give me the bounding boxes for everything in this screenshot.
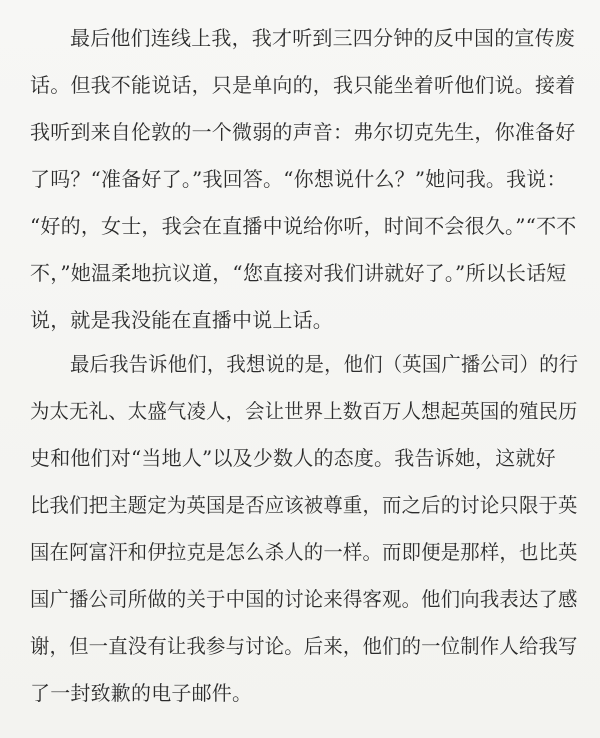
paragraph-line: 不，”她温柔地抗议道，“您直接对我们讲就好了。”所以长话短	[30, 261, 567, 285]
paragraph-line: 了吗？“准备好了。”我回答。“你想说什么？”她问我。我说：	[30, 167, 567, 191]
paragraph-line: 谢，但一直没有让我参与讨论。后来，他们的一位制作人给我写	[30, 634, 578, 658]
paragraph-line: 为太无礼、太盛气凌人，会让世界上数百万人想起英国的殖民历	[30, 399, 578, 423]
paragraph-line: 了一封致歉的电子邮件。	[30, 681, 253, 705]
paragraph-line: 史和他们对“当地人”以及少数人的态度。我告诉她，这就好	[30, 446, 556, 470]
paragraph-line: 国在阿富汗和伊拉克是怎么杀人的一样。而即便是那样，也比英	[30, 540, 578, 564]
paragraph-line: 说，就是我没能在直播中说上话。	[30, 308, 333, 332]
paragraph-line: “好的，女士，我会在直播中说给你听，时间不会很久。”“不不	[30, 214, 577, 238]
paragraph-line: 我听到来自伦敦的一个微弱的声音：弗尔切克先生，你准备好	[30, 120, 576, 144]
paragraph-line: 比我们把主题定为英国是否应该被尊重，而之后的讨论只限于英	[30, 493, 578, 517]
paragraph-line: 话。但我不能说话，只是单向的，我只能坐着听他们说。接着	[30, 73, 576, 97]
paragraph-line: 最后他们连线上我，我才听到三四分钟的反中国的宣传废	[70, 26, 575, 50]
paragraph-line: 最后我告诉他们，我想说的是，他们（英国广播公司）的行	[70, 352, 579, 376]
paragraph-line: 国广播公司所做的关于中国的讨论来得客观。他们向我表达了感	[30, 587, 578, 611]
